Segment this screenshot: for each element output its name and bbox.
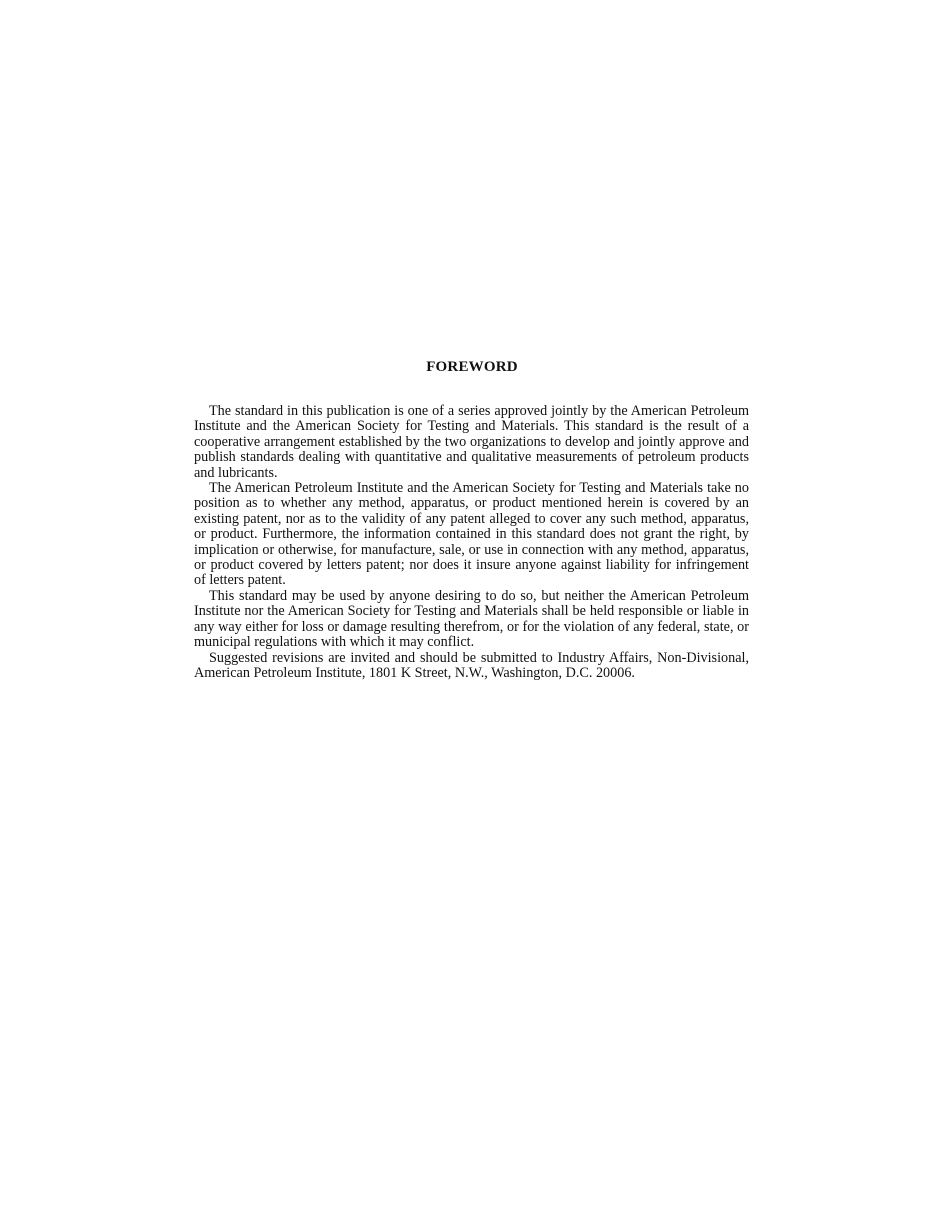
paragraph-series-approval: The standard in this publication is one of a series approved jointly by the American Petroleum Institute and the American Society for Testing and Materials. This standard is the result of a cooperative arrangement established by the two organizations to develop and jointly approve and publish standards dealing with quantitative and qualitative measurements of petroleum products and lubricants. <box>194 403 749 481</box>
foreword-body <box>194 404 749 681</box>
paragraph-liability-disclaimer: This standard may be used by anyone desiring to do so, but neither the American Petroleum Institute nor the American Society for Testing and Materials shall be held responsible or liable in any way either for loss or damage resulting therefrom, or for the violation of any federal, state, or municipal regulations with which it may conflict. <box>194 587 749 651</box>
paragraph-patent-disclaimer: The American Petroleum Institute and the American Society for Testing and Materials take no position as to whether any method, apparatus, or product mentioned herein is covered by an existing patent, nor as to the validity of any patent alleged to cover any such method, apparatus, or product. Furthermore, the information contained in this standard does not grant the right, by implication or otherwise, for manufacture, sale, or use in connection with any method, apparatus, or product covered by letters patent; nor does it insure anyone against liability for infringement of letters patent. <box>194 480 749 589</box>
paragraph-revisions-contact: Suggested revisions are invited and should be submitted to Industry Affairs, Non-Divisional, American Petroleum Institute, 1801 K Street, N.W., Washington, D.C. 20006. <box>194 649 749 681</box>
page-title: FOREWORD <box>426 359 518 375</box>
